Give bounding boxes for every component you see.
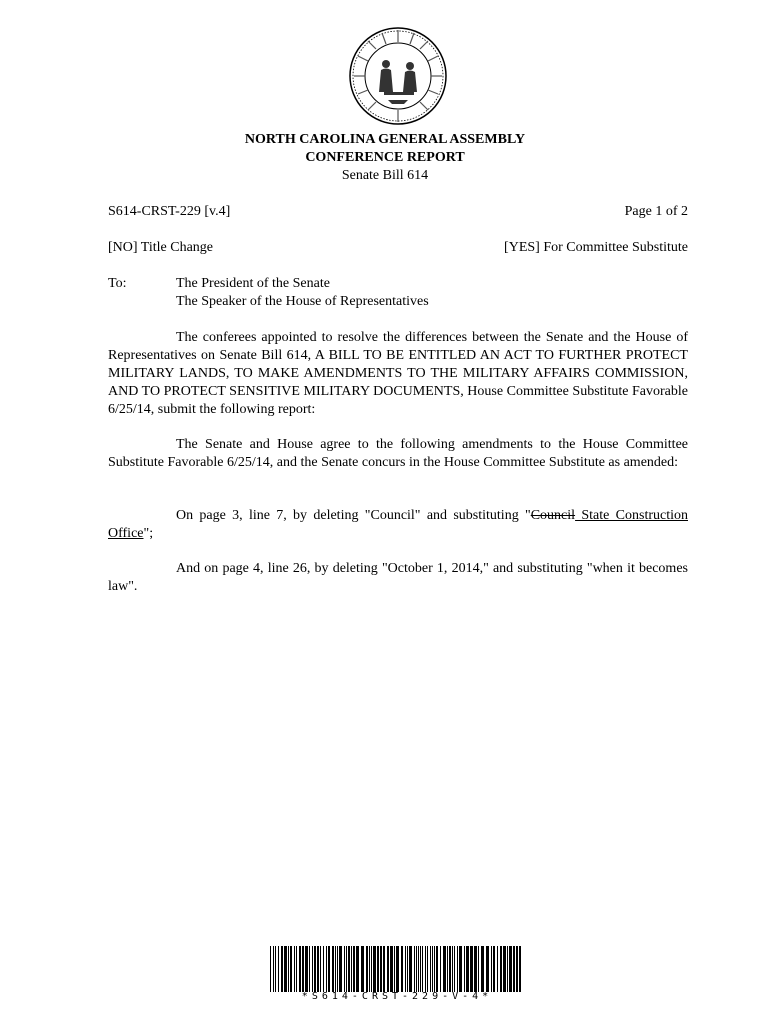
struck-text: Council	[530, 508, 576, 523]
addressee-house: The Speaker of the House of Representatives	[176, 294, 429, 309]
paragraph-conferees: The conferees appointed to resolve the differences between the Senate and the House of Representatives on Senate Bill 614, A BILL TO BE ENTITLED AN ACT TO FURTHER PROTECT MILITARY LANDS, TO MAKE AMENDMENTS TO THE MILITARY AFFAIRS COMMISSION, AND TO PROTECT SENSITIVE MILITARY DOCUMENTS, House Committee Substitute Favorable 6/25/14, submit the following report:	[108, 330, 688, 417]
to-label: To:	[108, 276, 127, 291]
amendment-text-after: ";	[143, 526, 154, 541]
page-number: Page 1 of 2	[624, 204, 688, 219]
state-seal-icon	[348, 26, 448, 126]
bill-number: Senate Bill 614	[341, 168, 429, 183]
committee-substitute-status: [YES] For Committee Substitute	[504, 240, 688, 255]
paragraph-amendment-page4: And on page 4, line 26, by deleting "October 1, 2014," and substituting "when it becomes law".	[108, 561, 688, 594]
assembly-title: NORTH CAROLINA GENERAL ASSEMBLY	[244, 132, 526, 147]
report-title: CONFERENCE REPORT	[305, 150, 465, 165]
paragraph-agreement: The Senate and House agree to the following amendments to the House Committee Substitute Favorable 6/25/14, and the Senate concurs in the House Committee Substitute as amended:	[108, 437, 688, 470]
title-change-status: [NO] Title Change	[108, 240, 213, 255]
document-id: S614-CRST-229 [v.4]	[108, 204, 231, 219]
barcode-icon	[270, 946, 524, 992]
barcode-text: *S614-CRST-229-V-4*	[301, 991, 493, 1002]
paragraph-amendment-page3	[108, 507, 688, 543]
addressee-senate: The President of the Senate	[176, 276, 330, 291]
amendment-text-before: On page 3, line 7, by deleting "Council" and substituting "	[176, 508, 531, 523]
inserted-text: State Construction Office	[108, 508, 688, 541]
